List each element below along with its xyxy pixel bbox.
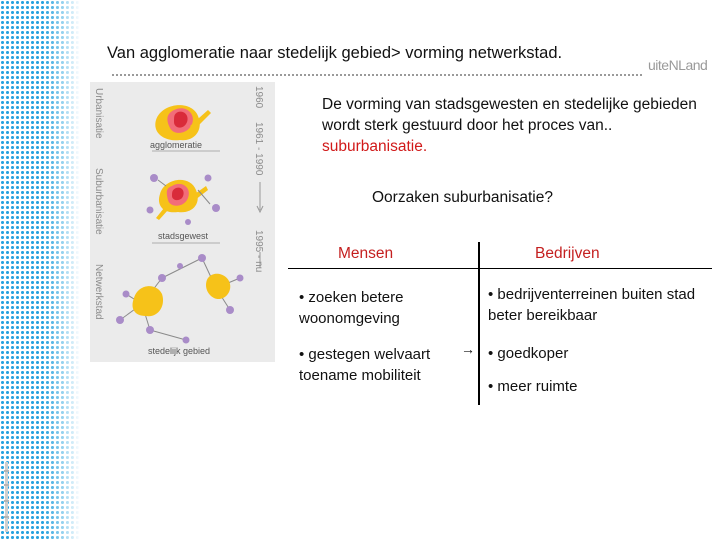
- vertical-logo-mark: [2, 462, 12, 532]
- causes-question: Oorzaken suburbanisatie?: [372, 189, 553, 206]
- intro-text: De vorming van stadsgewesten en stedelijke gebieden wordt sterk gestuurd door het proces van..: [322, 96, 697, 134]
- urbanisation-map-svg: [90, 82, 275, 362]
- city-agglomeratie: [155, 105, 211, 140]
- stage-period-3: 1995 - nu: [253, 230, 264, 273]
- bedrijven-cause-1: • bedrijventerreinen buiten stad beter bereikbaar: [488, 286, 696, 324]
- brand-logo-text: uiteNLand: [648, 57, 708, 73]
- caption-stedelijk-gebied: stedelijk gebied: [148, 346, 211, 356]
- intro-paragraph: [322, 94, 712, 157]
- stage-label-netwerkstad: Netwerkstad: [93, 264, 104, 320]
- mensen-cause-1: • zoeken betere woonomgeving: [299, 289, 404, 327]
- stage-label-suburbanisatie: Suburbanisatie: [93, 168, 104, 235]
- title-divider: [112, 74, 642, 76]
- stage-period-2: 1961 - 1990: [253, 122, 264, 176]
- bedrijven-cause-3: • meer ruimte: [488, 378, 578, 395]
- city-stadsgewest: [147, 174, 221, 225]
- network-stedelijk-gebied: [116, 254, 244, 344]
- column-header-bedrijven: Bedrijven: [535, 245, 600, 262]
- table-horizontal-rule: [288, 268, 712, 269]
- stage-period-1: 1960: [253, 86, 264, 109]
- column-header-mensen: Mensen: [338, 245, 394, 262]
- urbanisation-map-figure: [90, 82, 275, 362]
- right-arrow-icon: →: [461, 341, 475, 357]
- mensen-cause-2: • gestegen welvaart toename mobiliteit: [299, 346, 431, 384]
- slide-title: Van agglomeratie naar stedelijk gebied> vorming netwerkstad.: [107, 44, 563, 62]
- caption-stadsgewest: stadsgewest: [158, 231, 209, 241]
- bedrijven-cause-2: • goedkoper: [488, 345, 569, 362]
- stage-label-urbanisatie: Urbanisatie: [93, 88, 104, 139]
- strip-fade: [0, 0, 80, 540]
- intro-highlight: suburbanisatie.: [322, 138, 428, 155]
- caption-agglomeratie: agglomeratie: [150, 140, 203, 150]
